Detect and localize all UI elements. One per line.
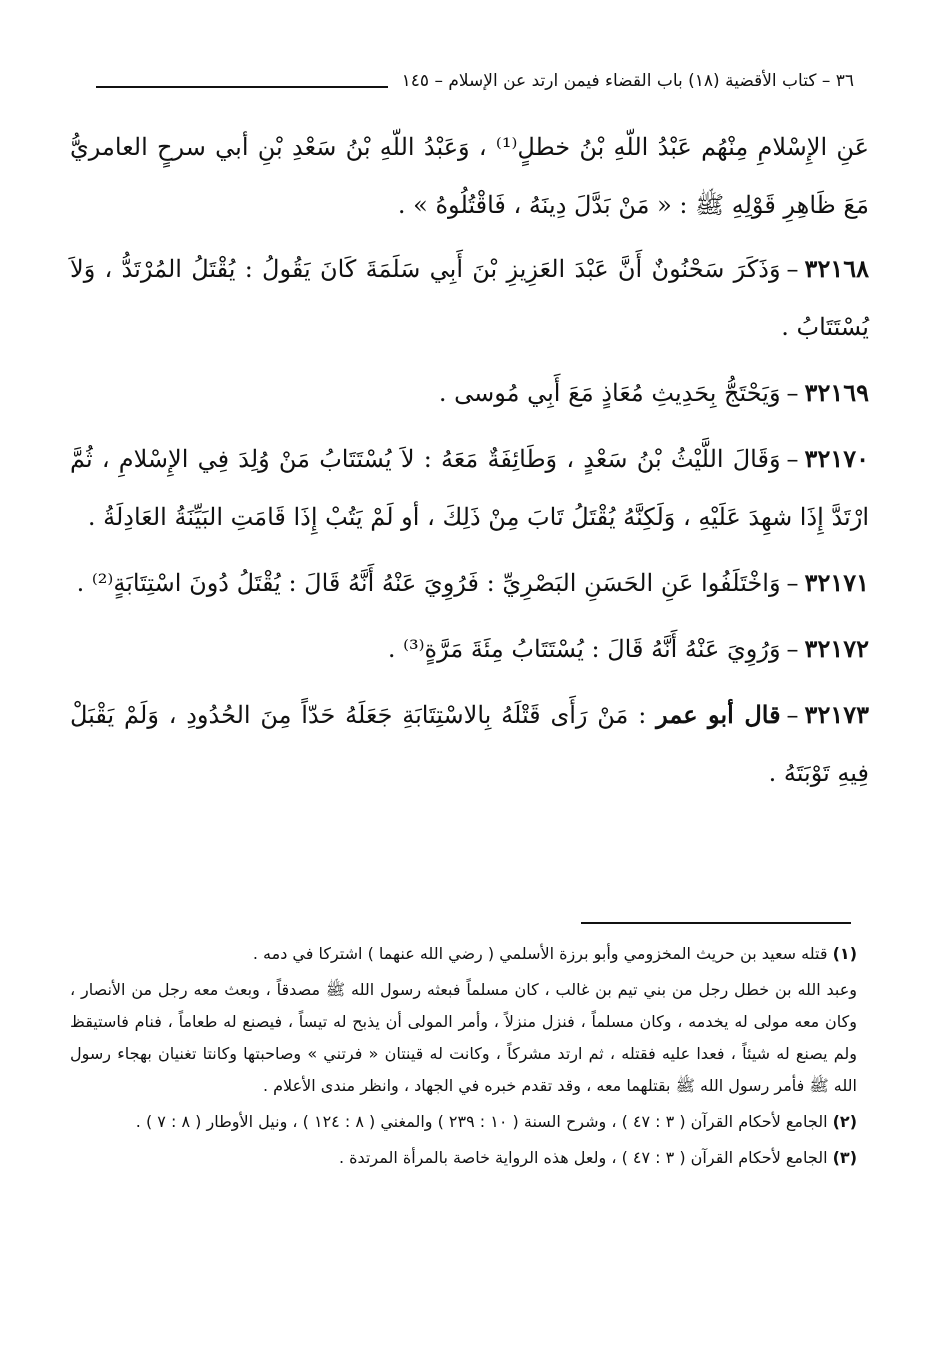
footnote-text: الجامع لأحكام القرآن ( ٣ : ٤٧ ) ، وشرح السنة ( ١٠ : ٢٣٩ ) والمغني ( ٨ : ١٢٤ ) ، ونيل الأوطار ( ٨ : ٧ ) . xyxy=(135,1112,828,1131)
footnote-number: (٣) xyxy=(832,1148,857,1167)
footnote-number: (٢) xyxy=(832,1112,857,1131)
footnote-text: وعبد الله بن خطل رجل من بني تيم بن غالب ، كان مسلماً فبعثه رسول الله ﷺ مصدقاً ، وبعث معه رجل من الأنصار ، وكان معه مولى له يخدمه ، وكان مسلماً ، فنزل منزلاً ، وأمر المولى أن يذبح له تيساً ، فيصنع له طعاماً ، فنام فاستيقظ ولم يصنع له شيئاً ، فعدا عليه فقتله ، ثم ارتد مشركاً ، وكانت له قينتان « فرتني » وصاحبتها وكانتا تغنيان بهجاء رسول الله ﷺ فأمر رسول الله ﷺ بقتلهما معه ، وقد تقدم خبره في الجهاد ، وانظر مندى الأعلام . xyxy=(70,980,857,1095)
footnote-3 xyxy=(70,1142,857,1174)
paragraph-32168 xyxy=(70,240,869,356)
paragraph-text: : مَنْ رَأَى قَتْلَهُ بِالاسْتِتَابَةِ جَعَلَهُ حَدّاً مِنَ الحُدُودِ ، وَلَمْ يَقْبَلْ فِيهِ تَوْبَتَهُ . xyxy=(70,701,869,787)
main-text xyxy=(70,118,869,810)
paragraph-number: ٣٢١٦٩ xyxy=(804,378,869,407)
paragraph-text: وَاخْتَلَفُوا عَنِ الحَسَنِ البَصْرِيِّ : فَرُوِيَ عَنْهُ أَنَّهُ قَالَ : يُقْتَلُ دُونَ اسْتِتَابَةٍ⁽²⁾ . xyxy=(76,569,781,597)
paragraph-number: ٣٢١٧٢ xyxy=(804,634,869,663)
footnote-number: (١) xyxy=(832,944,857,963)
dash: – xyxy=(786,701,799,729)
running-head xyxy=(96,52,854,92)
dash: – xyxy=(786,569,799,597)
paragraph-32170 xyxy=(70,430,869,546)
dash: – xyxy=(786,255,799,283)
footnote-1 xyxy=(70,938,857,970)
footnote-1-continued xyxy=(70,974,857,1102)
footnotes xyxy=(70,938,857,1178)
footnote-separator xyxy=(581,922,851,924)
running-head-title: ٣٦ – كتاب الأقضية (١٨) باب القضاء فيمن ارتد عن الإسلام – ١٤٥ xyxy=(401,71,854,91)
paragraph-number: ٣٢١٧١ xyxy=(804,568,869,597)
footnote-2 xyxy=(70,1106,857,1138)
footnote-text: الجامع لأحكام القرآن ( ٣ : ٤٧ ) ، ولعل هذه الرواية خاصة بالمرأة المرتدة . xyxy=(338,1148,828,1167)
dash: – xyxy=(786,379,799,407)
footnote-text: قتله سعيد بن حريث المخزومي وأبو برزة الأسلمي ( رضي الله عنهما ) اشتركا في دمه . xyxy=(252,944,828,963)
paragraph-number: ٣٢١٦٨ xyxy=(804,254,869,283)
author-name: قال أبو عمر xyxy=(656,700,781,729)
dash: – xyxy=(786,635,799,663)
paragraph-text: وَيَحْتَجُّ بِحَدِيثِ مُعَاذٍ مَعَ أَبِي مُوسى . xyxy=(438,379,781,407)
paragraph-number: ٣٢١٧٠ xyxy=(804,444,869,473)
paragraph-number: ٣٢١٧٣ xyxy=(804,700,869,729)
intro-paragraph: عَنِ الإِسْلامِ مِنْهُم عَبْدُ اللّهِ بْنُ خطلٍ⁽¹⁾ ، وَعَبْدُ اللّهِ بْنُ سَعْدِ بْنِ أبي سرحٍ العامريُّ مَعَ ظَاهِرِ قَوْلِهِ ﷺ : « مَنْ بَدَّلَ دِينَهُ ، فَاقْتُلُوهُ » . xyxy=(70,133,869,219)
paragraph-32171 xyxy=(70,554,869,612)
running-head-rule xyxy=(96,86,388,88)
paragraph-32173 xyxy=(70,686,869,802)
paragraph-text: وَقَالَ اللَّيْثُ بْنُ سَعْدٍ ، وَطَائِفَةٌ مَعَهُ : لاَ يُسْتَتَابُ مَنْ وُلِدَ فِي الإِسْلامِ ، ثُمَّ ارْتَدَّ إِذَا شهِدَ عَلَيْهِ ، وَلَكِنَّهُ يُقْتَلُ تَابَ مِنْ ذَلِكَ ، أو لَمْ يَتُبْ إِذَا قَامَتِ البَيِّنَةُ العَادِلَةُ . xyxy=(70,445,869,531)
paragraph-text: وَذَكَرَ سَحْنُونٌ أَنَّ عَبْدَ العَزِيزِ بْنَ أَبِي سَلَمَةَ كَانَ يَقُولُ : يُقْتَلُ المُرْتَدُّ ، وَلاَ يُسْتَتَابُ . xyxy=(70,255,869,341)
dash: – xyxy=(786,445,799,473)
paragraph-32172 xyxy=(70,620,869,678)
paragraph-32169 xyxy=(70,364,869,422)
paragraph-text: وَرُوِيَ عَنْهُ أَنَّهُ قَالَ : يُسْتَتَابُ مِئَةَ مَرَّةٍ⁽³⁾ . xyxy=(387,635,781,663)
